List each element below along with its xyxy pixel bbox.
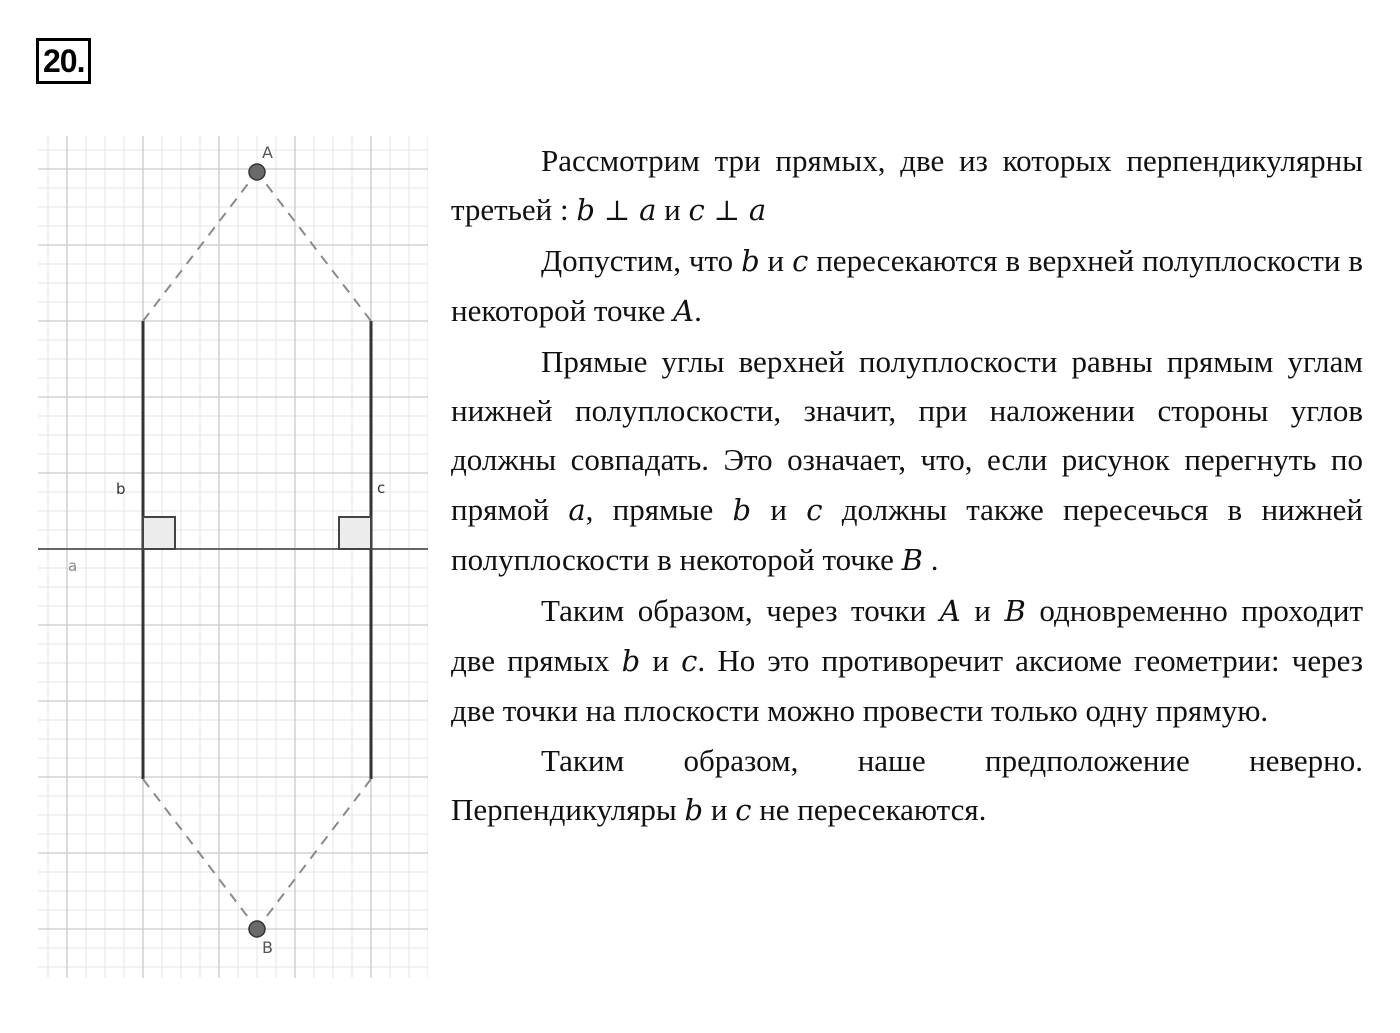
math-b: b [741,243,760,278]
math-a: a [568,492,586,527]
problem-number: 20. [36,38,91,84]
perp-symbol: ⊥ [594,194,640,228]
text-span: , прямые [585,491,733,527]
text-span: и [640,643,682,679]
text-span: должны также пересечься в нижней полуплоскости в некоторой точке [451,491,1364,578]
right-angle-mark-c [339,517,371,549]
perp-symbol: ⊥ [704,194,749,228]
text-span: . [922,542,939,578]
text-span: Таким образом, через точки [541,592,940,628]
paragraph-5 [451,736,1363,836]
text-span: Таким образом, наше предположение неверно. Перпендикуляры [451,742,1363,828]
point-A [249,164,265,180]
text-span: . [694,293,702,329]
text-span: Прямые углы верхней полуплоскости равны прямым углам нижней полуплоскости, значит, при наложении стороны углов должны совпадать. Это означает, что, если рисунок перегнуть по прямой [451,343,1363,527]
math-c: c [681,644,698,679]
paragraph-2 [451,236,1363,337]
math-c: c [806,492,823,527]
text-span: и [703,792,736,828]
math-b: b [684,793,704,828]
figure-canvas [38,136,428,978]
math-A: A [673,294,695,329]
label-c: c [377,479,386,497]
math-a: a [639,193,657,228]
label-b: b [116,480,126,498]
math-B: B [901,543,923,578]
math-c: c [688,193,705,228]
math-b: b [621,644,641,679]
math-b: b [732,492,752,527]
text-span: одновременно проходит две прямых [451,592,1363,679]
point-B [249,921,265,937]
paragraph-4 [451,586,1363,736]
math-c: c [792,243,809,278]
paragraph-1 [451,136,1363,236]
text-span: Рассмотрим три прямых, две из которых перпендикулярны третьей : [451,143,1363,228]
solution-text [451,136,1363,836]
text-span: и [656,192,689,228]
math-A: A [939,593,961,628]
paragraph-3 [451,337,1363,586]
right-angle-mark-b [143,517,175,549]
text-span: и [751,491,807,527]
text-span: и [759,242,793,278]
math-a: a [748,193,767,228]
math-b: b [576,193,595,228]
text-span: не пересекаются. [751,792,987,828]
text-span: Допустим, что [541,242,742,278]
text-span: пересекаются в верхней полуплоскости в некоторой точке [451,242,1364,329]
label-A: A [262,143,273,162]
math-B: B [1004,593,1026,628]
text-span: . Но это противоречит аксиоме геометрии: через две точки на плоскости можно провести только одну прямую. [451,643,1364,729]
label-a: a [68,557,78,575]
geometry-figure [38,136,428,978]
math-c: c [735,793,752,828]
text-span: и [960,592,1005,628]
label-B: B [262,938,273,957]
